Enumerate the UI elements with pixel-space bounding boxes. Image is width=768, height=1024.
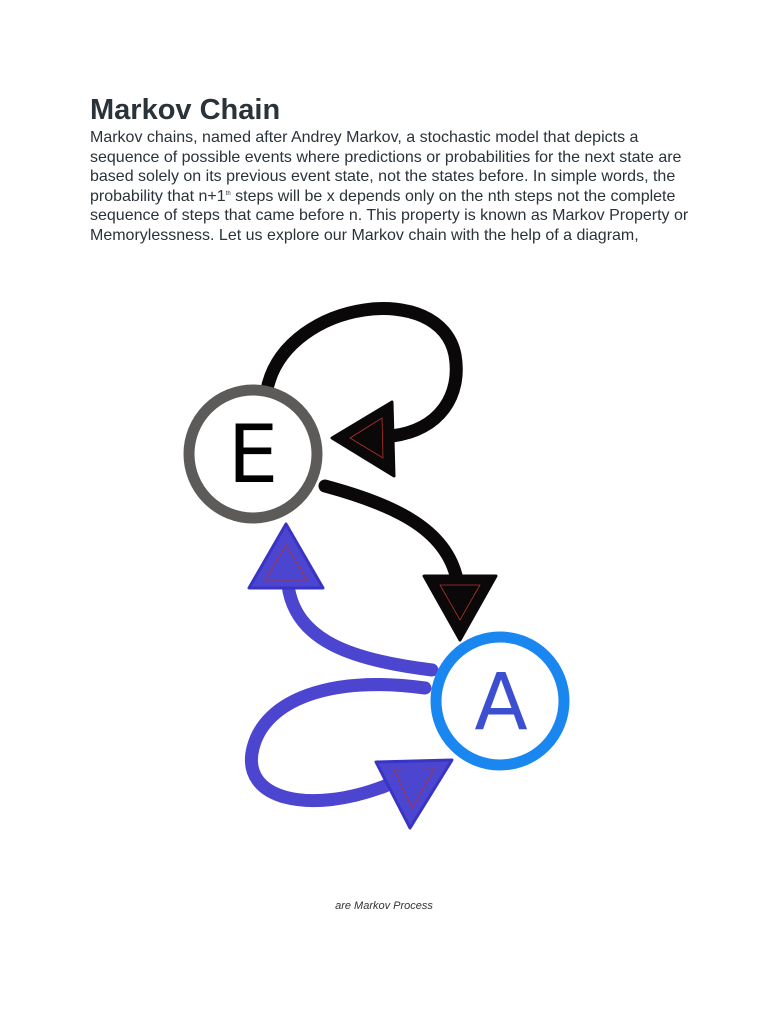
state-e-label: E <box>227 408 279 501</box>
paragraph-text-part-2: steps will be x depends only on the nth steps not the complete sequence of steps that came before n. This property is known as Markov Property or Memorylessness. Let us explore our Markov chain with the help of a diagram, <box>90 187 689 244</box>
state-e-node <box>189 390 317 518</box>
e-to-a-arrow <box>325 486 496 640</box>
ordinal-superscript: th <box>225 190 231 197</box>
e-to-a-curve <box>325 486 458 585</box>
a-to-e-arrowhead <box>249 524 323 588</box>
a-to-e-arrow <box>249 524 432 670</box>
a-self-loop-arrowhead <box>376 760 452 828</box>
paragraph-text-part-1: Markov chains, named after Andrey Markov, a stochastic model that depicts a sequence of possible events where predictions or probabilities for the next state are based solely on its previous event state, not the states before. In simple words, the probability that n+1 <box>90 129 682 205</box>
figure-caption: are Markov Process <box>335 900 433 912</box>
state-a-node <box>436 637 564 765</box>
a-to-e-curve <box>288 585 432 670</box>
state-a-label: A <box>474 658 528 748</box>
e-to-a-arrowhead <box>424 576 496 640</box>
page-title: Markov Chain <box>90 94 281 126</box>
a-self-loop-arrow <box>251 685 452 828</box>
e-self-loop-arrowhead <box>332 402 394 476</box>
